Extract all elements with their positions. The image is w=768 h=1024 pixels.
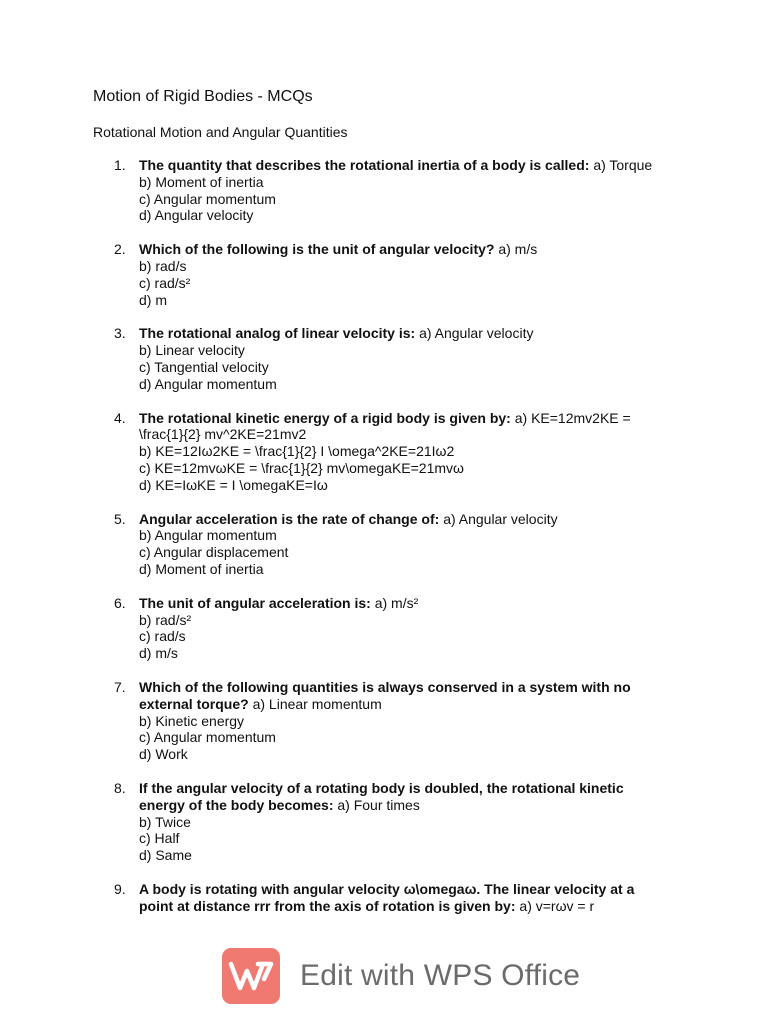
question-body — [139, 881, 669, 915]
answer-option: c) rad/s — [139, 628, 186, 645]
option-a: a) m/s — [498, 241, 538, 258]
wps-edit-banner[interactable] — [222, 948, 580, 1004]
question-number: 8. — [114, 779, 126, 796]
question-body — [139, 157, 669, 224]
answer-option: b) rad/s² — [139, 611, 192, 628]
option-a: a) KE=12mv2KE = \frac{1}{2} mv^2KE=21mv2 — [139, 409, 631, 443]
question-text: The rotational kinetic energy of a rigid body is given by: — [139, 409, 511, 426]
answer-option: d) m/s — [139, 645, 178, 662]
question-number: 2. — [114, 241, 126, 258]
question-body — [139, 241, 669, 308]
question-text: Angular acceleration is the rate of change of: — [139, 510, 440, 527]
wps-edit-text: Edit with WPS Office — [300, 959, 581, 992]
answer-option: d) Work — [139, 746, 188, 763]
question-body — [139, 780, 669, 864]
answer-option: b) rad/s — [139, 257, 187, 274]
option-a: a) Four times — [337, 796, 420, 813]
answer-option: d) Angular velocity — [139, 207, 254, 224]
question-text: The quantity that describes the rotational inertia of a body is called: — [139, 157, 590, 173]
question-item — [0, 325, 768, 392]
question-body — [139, 595, 669, 662]
question-body — [139, 511, 669, 578]
option-a: a) Linear momentum — [252, 695, 382, 712]
mcq-list — [0, 157, 768, 931]
question-number: 1. — [114, 157, 126, 173]
question-item — [0, 881, 768, 915]
question-item — [0, 511, 768, 578]
question-body — [139, 325, 669, 392]
answer-option: c) Half — [139, 830, 180, 847]
question-text: Which of the following is the unit of angular velocity? — [139, 241, 495, 258]
question-text: If the angular velocity of a rotating body is doubled, the rotational kinetic energy of the body becomes: — [139, 779, 624, 813]
question-number: 9. — [114, 880, 126, 897]
answer-option: b) Kinetic energy — [139, 712, 245, 729]
answer-option: d) Same — [139, 847, 192, 864]
question-number: 6. — [114, 594, 126, 611]
document-title: Motion of Rigid Bodies - MCQs — [93, 88, 313, 105]
wps-w-glyph-icon — [228, 959, 274, 993]
question-text: The unit of angular acceleration is: — [139, 594, 371, 611]
question-item — [0, 410, 768, 494]
question-body — [139, 410, 669, 494]
question-text: The rotational analog of linear velocity is: — [139, 325, 416, 342]
wps-office-logo-icon — [222, 948, 280, 1004]
question-item — [0, 679, 768, 763]
question-text: Which of the following quantities is always conserved in a system with no external torque? — [139, 678, 631, 712]
question-item — [0, 241, 768, 308]
answer-option: b) Moment of inertia — [139, 173, 264, 190]
question-item — [0, 595, 768, 662]
option-a: a) Angular velocity — [419, 325, 534, 342]
answer-option: c) Tangential velocity — [139, 358, 269, 375]
answer-option: c) Angular displacement — [139, 544, 289, 561]
option-a: a) Torque — [593, 157, 653, 173]
answer-option: d) KE=IωKE = I \omegaKE=Iω — [139, 476, 328, 493]
option-a: a) v=rωv = r — [519, 897, 595, 914]
answer-option: b) KE=12Iω2KE = \frac{1}{2} I \omega^2KE=21Iω2 — [139, 443, 455, 460]
answer-option: b) Angular momentum — [139, 527, 277, 544]
question-number: 4. — [114, 409, 126, 426]
question-number: 7. — [114, 678, 126, 695]
section-heading: Rotational Motion and Angular Quantities — [93, 124, 348, 140]
answer-option: b) Linear velocity — [139, 342, 245, 359]
question-item — [0, 157, 768, 224]
answer-option: b) Twice — [139, 813, 191, 830]
answer-option: c) rad/s² — [139, 274, 191, 291]
question-item — [0, 780, 768, 864]
question-number: 5. — [114, 510, 126, 527]
answer-option: c) Angular momentum — [139, 190, 276, 207]
answer-option: c) KE=12mvωKE = \frac{1}{2} mv\omegaKE=21mvω — [139, 459, 464, 476]
answer-option: d) Angular momentum — [139, 375, 277, 392]
question-body — [139, 679, 669, 763]
question-number: 3. — [114, 325, 126, 342]
option-a: a) Angular velocity — [443, 510, 558, 527]
question-text: A body is rotating with angular velocity ω\omegaω. The linear velocity at a point at distance rrr from the axis of rotation is given by: — [139, 880, 635, 914]
answer-option: c) Angular momentum — [139, 729, 276, 746]
answer-option: d) m — [139, 291, 167, 308]
answer-option: d) Moment of inertia — [139, 560, 264, 577]
option-a: a) m/s² — [374, 594, 419, 611]
